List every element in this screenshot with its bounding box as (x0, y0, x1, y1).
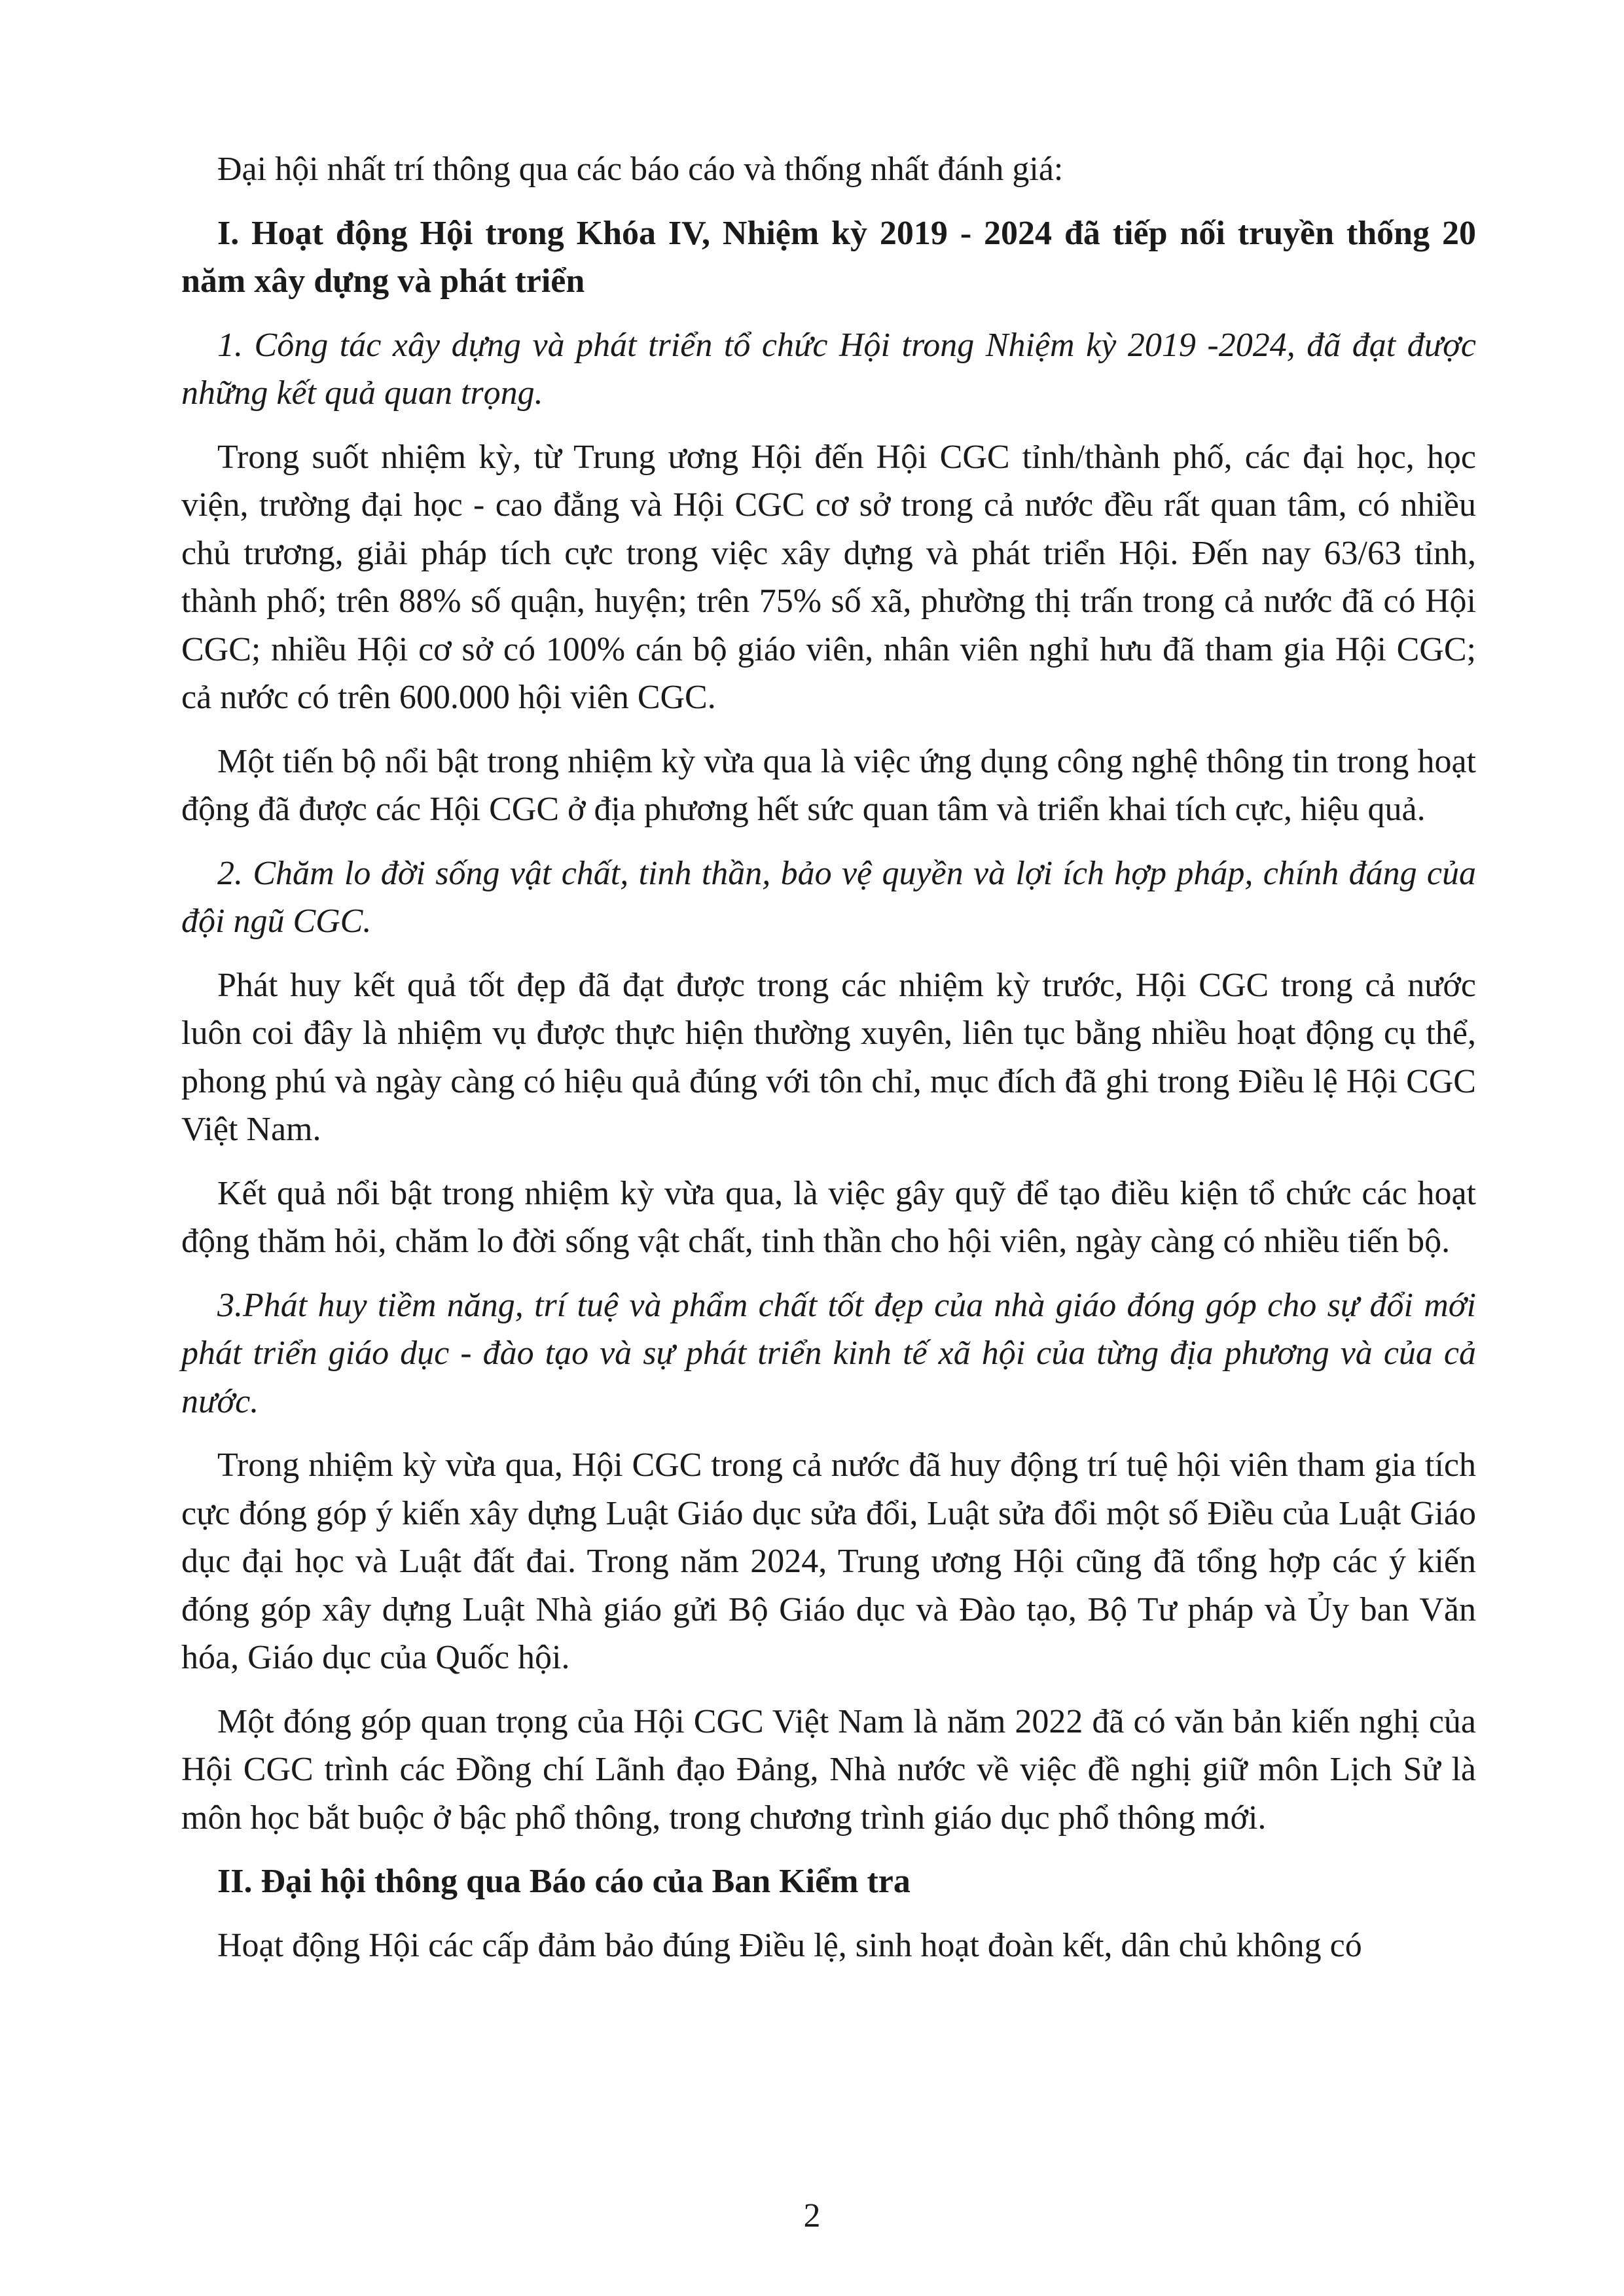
body-paragraph: Trong suốt nhiệm kỳ, từ Trung ương Hội đến Hội CGC tỉnh/thành phố, các đại học, học viện, trường đại học - cao đẳng và Hội CGC cơ sở trong cả nước đều rất quan tâm, có nhiều chủ trương, giải pháp tích cực trong việc xây dựng và phát triển Hội. Đến nay 63/63 tỉnh, thành phố; trên 88% số quận, huyện; trên 75% số xã, phường thị trấn trong cả nước đã có Hội CGC; nhiều Hội cơ sở có 100% cán bộ giáo viên, nhân viên nghỉ hưu đã tham gia Hội CGC; cả nước có trên 600.000 hội viên CGC. (181, 438, 1476, 716)
section-heading-2: II. Đại hội thông qua Báo cáo của Ban Kiểm tra (217, 1863, 911, 1900)
subheading-3: 3.Phát huy tiềm năng, trí tuệ và phẩm chất tốt đẹp của nhà giáo đóng góp cho sự đổi mới phát triển giáo dục - đào tạo và sự phát triển kinh tế xã hội của từng địa phương và của cả nước. (181, 1286, 1476, 1420)
body-paragraph: Một tiến bộ nổi bật trong nhiệm kỳ vừa qua là việc ứng dụng công nghệ thông tin trong hoạt động đã được các Hội CGC ở địa phương hết sức quan tâm và triển khai tích cực, hiệu quả. (181, 742, 1476, 828)
section-heading-1: I. Hoạt động Hội trong Khóa IV, Nhiệm kỳ 2019 - 2024 đã tiếp nối truyền thống 20 năm xây dựng và phát triển (181, 214, 1476, 300)
body-paragraph: Trong nhiệm kỳ vừa qua, Hội CGC trong cả nước đã huy động trí tuệ hội viên tham gia tích cực đóng góp ý kiến xây dựng Luật Giáo dục sửa đổi, Luật sửa đổi một số Điều của Luật Giáo dục đại học và Luật đất đai. Trong năm 2024, Trung ương Hội cũng đã tổng hợp các ý kiến đóng góp xây dựng Luật Nhà giáo gửi Bộ Giáo dục và Đào tạo, Bộ Tư pháp và Ủy ban Văn hóa, Giáo dục của Quốc hội. (181, 1446, 1476, 1676)
body-paragraph: Kết quả nổi bật trong nhiệm kỳ vừa qua, là việc gây quỹ để tạo điều kiện tổ chức các hoạt động thăm hỏi, chăm lo đời sống vật chất, tinh thần cho hội viên, ngày càng có nhiều tiến bộ. (181, 1174, 1476, 1260)
body-paragraph: Một đóng góp quan trọng của Hội CGC Việt Nam là năm 2022 đã có văn bản kiến nghị của Hội CGC trình các Đồng chí Lãnh đạo Đảng, Nhà nước về việc đề nghị giữ môn Lịch Sử là môn học bắt buộc ở bậc phổ thông, trong chương trình giáo dục phổ thông mới. (181, 1702, 1476, 1837)
subheading-2: 2. Chăm lo đời sống vật chất, tinh thần, bảo vệ quyền và lợi ích hợp pháp, chính đáng của đội ngũ CGC. (181, 854, 1476, 940)
body-paragraph: Hoạt động Hội các cấp đảm bảo đúng Điều lệ, sinh hoạt đoàn kết, dân chủ không có (217, 1926, 1362, 1964)
page-number: 2 (803, 2197, 821, 2234)
subheading-1: 1. Công tác xây dựng và phát triển tổ chức Hội trong Nhiệm kỳ 2019 -2024, đã đạt được những kết quả quan trọng. (181, 326, 1476, 412)
document-page (181, 145, 1476, 1985)
intro-paragraph: Đại hội nhất trí thông qua các báo cáo và thống nhất đánh giá: (217, 151, 1064, 188)
body-paragraph: Phát huy kết quả tốt đẹp đã đạt được trong các nhiệm kỳ trước, Hội CGC trong cả nước luôn coi đây là nhiệm vụ được thực hiện thường xuyên, liên tục bằng nhiều hoạt động cụ thể, phong phú và ngày càng có hiệu quả đúng với tôn chỉ, mục đích đã ghi trong Điều lệ Hội CGC Việt Nam. (181, 966, 1476, 1148)
